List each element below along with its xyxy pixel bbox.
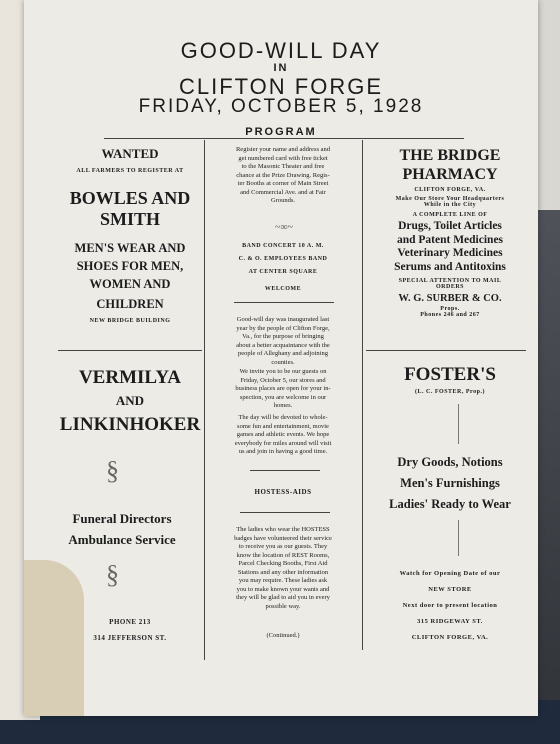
pharmacy-props: Props. <box>440 306 460 312</box>
para-line: about a better acquaintance with the <box>236 341 330 349</box>
wanted-sub: ALL FARMERS TO REGISTER AT <box>76 168 184 174</box>
para-line: spection, you are welcome in our <box>239 393 327 401</box>
program-page <box>24 0 538 716</box>
fosters-nextdoor: Next door to present location <box>402 602 498 609</box>
ad-fosters <box>366 364 534 395</box>
pharmacy-owner: W. G. SURBER & CO. <box>398 293 502 304</box>
para-line: year by the people of Clifton Forge, <box>236 324 330 332</box>
para-line: homes. <box>273 402 293 409</box>
fosters-name: FOSTER'S <box>404 364 496 385</box>
middle-para-1 <box>208 316 358 367</box>
pharmacy-complete: A COMPLETE LINE OF <box>412 212 488 218</box>
para-line: Parcel Checking Booths, First Aid <box>238 560 328 567</box>
middle-para-3 <box>208 414 358 457</box>
pharmacy-mail-1: SPECIAL ATTENTION TO MAIL <box>398 278 502 284</box>
vermilya-name-3: LINKINHOKER <box>59 414 201 435</box>
vermilya-service-2: Ambulance Service <box>68 532 176 547</box>
pharmacy-name-2: PHARMACY <box>402 166 498 183</box>
pharmacy-tag-1: Make Our Store Your Headquarters <box>395 196 505 202</box>
middle-register <box>208 146 358 206</box>
register-line: ter Booths at corner of Main Street <box>237 180 329 187</box>
register-line: chance at the Prize Drawing. Regis- <box>236 171 330 179</box>
para-line: games and athletic events. We hope <box>236 431 330 438</box>
pharmacy-item-3: Veterinary Medicines <box>397 247 503 259</box>
para-line: to receive you as our guests. They <box>238 543 328 550</box>
fosters-line-2: Men's Furnishings <box>400 476 500 490</box>
fosters-line-1: Dry Goods, Notions <box>397 455 503 469</box>
pharmacy-phones: Phones 246 and 267 <box>420 312 480 318</box>
welcome-heading: WELCOME <box>264 286 302 292</box>
para-line: The day will be devoted to whole- <box>238 414 328 421</box>
fosters-new-store <box>366 566 534 646</box>
fosters-city: CLIFTON FORGE, VA. <box>411 634 489 641</box>
band-concert: BAND CONCERT 10 A. M. <box>242 243 324 249</box>
middle-para-2 <box>208 368 358 411</box>
vermilya-address: 314 JEFFERSON ST. <box>93 634 167 642</box>
vermilya-name-1: VERMILYA <box>78 367 182 388</box>
para-line: possible way. <box>265 602 301 610</box>
middle-band <box>208 240 358 296</box>
rule-col2 <box>362 140 363 650</box>
pharmacy-name-1: THE BRIDGE <box>399 147 501 164</box>
headline-goodwill: GOOD-WILL DAY <box>180 38 382 63</box>
para-line: Friday, October 5, our stores and <box>240 376 326 384</box>
para-line: they will be glad to aid you in every <box>236 594 330 601</box>
register-line: get numbered card with free ticket <box>238 154 328 162</box>
rule-left-split <box>58 350 202 351</box>
store-line-1: MEN'S WEAR AND <box>74 241 186 255</box>
headline-town: CLIFTON FORGE <box>178 74 384 99</box>
rule-top <box>104 138 464 139</box>
para-line: some fun and entertainment, movie <box>237 422 329 430</box>
headline-date: FRIDAY, OCTOBER 5, 1928 <box>138 96 424 117</box>
pharmacy-city: CLIFTON FORGE, VA. <box>414 187 486 193</box>
middle-rule-3 <box>240 512 330 513</box>
para-line: We invite you to be our guests on <box>239 368 327 375</box>
hostess-heading: HOSTESS-AIDS <box>254 488 312 496</box>
fosters-owner: (L. C. FOSTER, Prop.) <box>415 389 485 395</box>
middle-rule-1 <box>234 302 334 303</box>
para-line: know the location of REST Rooms, <box>236 551 330 559</box>
para-line: badges have volunteered their service <box>234 534 332 542</box>
fosters-divider-2 <box>458 520 459 556</box>
para-line: Va., for the purpose of bringing <box>242 333 324 340</box>
continued-note: (Continued.) <box>266 632 300 639</box>
rule-col1 <box>204 140 205 660</box>
fosters-line-3: Ladies' Ready to Wear <box>389 497 511 511</box>
fosters-divider <box>458 404 459 444</box>
vermilya-contact <box>58 618 202 642</box>
para-line: us and join in having a good time. <box>238 448 328 455</box>
register-line: Register your name and address and <box>235 146 331 153</box>
register-line: and Commercial Ave. and at Fair <box>240 188 326 196</box>
para-line: counties. <box>271 358 295 366</box>
register-line: Grounds. <box>270 197 295 204</box>
ornament-flourish-2: § <box>106 560 119 589</box>
ornament-flourish-1: § <box>106 456 119 485</box>
register-line: to the Masonic Theater and free <box>241 163 325 170</box>
para-line: you may require. These ladies ask <box>238 577 328 584</box>
pharmacy-mail-2: ORDERS <box>435 284 464 290</box>
headline-in: IN <box>273 62 289 74</box>
store-name-1: BOWLES AND <box>69 188 191 208</box>
pharmacy-tag-2: While in the City <box>423 202 477 208</box>
ad-bowles-smith <box>58 146 202 324</box>
store-name-2: SMITH <box>99 209 160 229</box>
store-building: NEW BRIDGE BUILDING <box>89 318 171 324</box>
para-line: everybody for miles around will visit <box>234 439 332 447</box>
para-line: people of Alleghany and adjoining <box>238 350 328 357</box>
vermilya-name-2: AND <box>115 393 145 408</box>
pharmacy-item-4: Serums and Antitoxins <box>394 260 506 273</box>
ad-vermilya <box>58 366 202 438</box>
para-line: Stations and any other information <box>237 568 329 576</box>
fosters-newstore: NEW STORE <box>428 586 472 593</box>
ad-bridge-pharmacy <box>366 146 534 318</box>
vermilya-services <box>34 508 210 550</box>
program-heading: PROGRAM <box>245 126 317 138</box>
band-location: AT CENTER SQUARE <box>248 269 318 275</box>
store-line-3: WOMEN AND <box>89 277 171 291</box>
pharmacy-item-2: and Patent Medicines <box>396 233 504 246</box>
fosters-watch: Watch for Opening Date of our <box>399 570 501 577</box>
middle-para-4 <box>208 526 358 611</box>
fosters-street: 315 RIDGEWAY ST. <box>417 618 483 625</box>
rule-right-split <box>366 350 526 351</box>
para-line: The ladies who wear the HOSTESS <box>236 526 330 533</box>
fosters-lines <box>362 452 538 515</box>
vermilya-service-1: Funeral Directors <box>72 511 172 526</box>
vermilya-phone: PHONE 213 <box>109 618 151 626</box>
middle-rule-2 <box>250 470 320 471</box>
pharmacy-item-1: Drugs, Toilet Articles <box>398 220 502 232</box>
para-line: Good-will day was inaugurated last <box>236 316 330 323</box>
store-line-2: SHOES FOR MEN, <box>76 259 184 273</box>
para-line: business places are open for your in- <box>235 385 331 392</box>
store-line-4: CHILDREN <box>96 297 164 311</box>
middle-divider-1: ~∞~ <box>275 222 293 233</box>
band-name: C. & O. EMPLOYEES BAND <box>238 256 328 262</box>
para-line: you to make known your wants and <box>236 585 330 593</box>
wanted-heading: WANTED <box>101 146 159 161</box>
